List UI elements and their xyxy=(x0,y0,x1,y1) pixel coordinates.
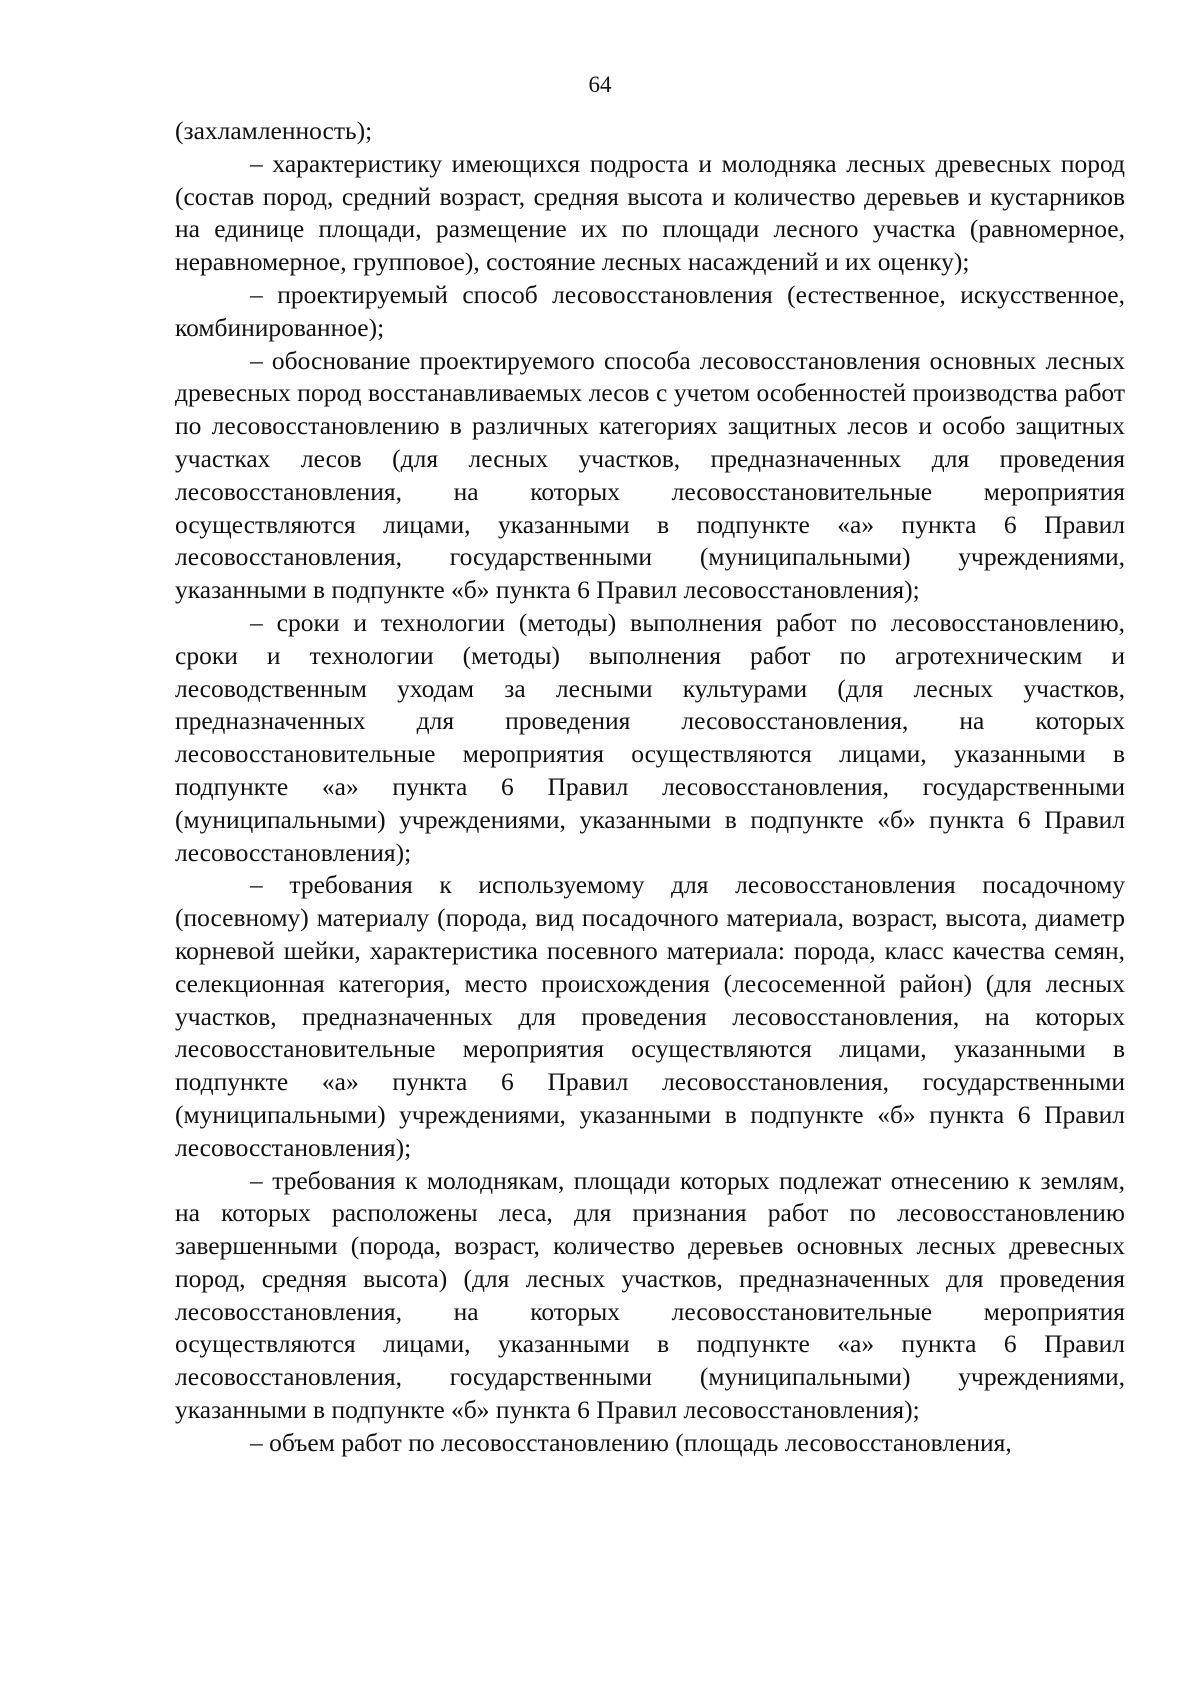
list-item-work-timing-technology: – сроки и технологии (методы) выполнения работ по лесовосстановлению, сроки и технологии (методы) выполнения работ по агротехническим и лесоводственным уходам за лесными культурами (для лесных участков, предназначенных для проведения лесовосстановления, на которых лесовосстановительные мероприятия осуществляются лицами, указанными в подпункте «а» пункта 6 Правил лесовосстановления, государственными (муниципальными) учреждениями, указанными в подпункте «б» пункта 6 Правил лесовосстановления); xyxy=(175,607,1125,867)
list-item-reforestation-method: – проектируемый способ лесовосстановления (естественное, искусственное, комбинированное); xyxy=(175,279,1125,342)
page-number: 64 xyxy=(588,72,612,97)
document-body xyxy=(175,115,1125,1460)
list-item-work-volume: – объем работ по лесовосстановлению (площадь лесовосстановления, xyxy=(250,1427,1012,1457)
list-item-planting-material-requirements: – требования к используемому для лесовосстановления посадочному (посевному) материалу (порода, вид посадочного материала, возраст, высота, диаметр корневой шейки, характеристика посевного материала: порода, класс качества семян, селекционная категория, место происхождения (лесосеменной район) (для лесных участков, предназначенных для проведения лесовосстановления, на которых лесовосстановительные мероприятия осуществляются лицами, указанными в подпункте «а» пункта 6 Правил лесовосстановления, государственными (муниципальными) учреждениями, указанными в подпункте «б» пункта 6 Правил лесовосстановления); xyxy=(175,870,1125,1162)
list-item-method-justification: – обоснование проектируемого способа лесовосстановления основных лесных древесных пород восстанавливаемых лесов с учетом особенностей производства работ по лесовосстановлению в различных категориях защитных лесов и особо защитных участках лесов (для лесных участков, предназначенных для проведения лесовосстановления, на которых лесовосстановительные мероприятия осуществляются лицами, указанными в подпункте «а» пункта 6 Правил лесовосстановления, государственными (муниципальными) учреждениями, указанными в подпункте «б» пункта 6 Правил лесовосстановления); xyxy=(175,345,1125,605)
paragraph-continuation: (захламленность); xyxy=(175,116,373,145)
list-item-young-stand-requirements: – требования к молоднякам, площади которых подлежат отнесению к землям, на которых расположены леса, для признания работ по лесовосстановлению завершенными (порода, возраст, количество деревьев основных лесных древесных пород, средняя высота) (для лесных участков, предназначенных для проведения лесовосстановления, на которых лесовосстановительные мероприятия осуществляются лицами, указанными в подпункте «а» пункта 6 Правил лесовосстановления, государственными (муниципальными) учреждениями, указанными в подпункте «б» пункта 6 Правил лесовосстановления); xyxy=(175,1165,1125,1425)
list-item-young-growth-characteristics: – характеристику имеющихся подроста и молодняка лесных древесных пород (состав пород, средний возраст, средняя высота и количество деревьев и кустарников на единице площади, размещение их по площади лесного участка (равномерное, неравномерное, групповое), состояние лесных насаждений и их оценку); xyxy=(175,148,1125,277)
